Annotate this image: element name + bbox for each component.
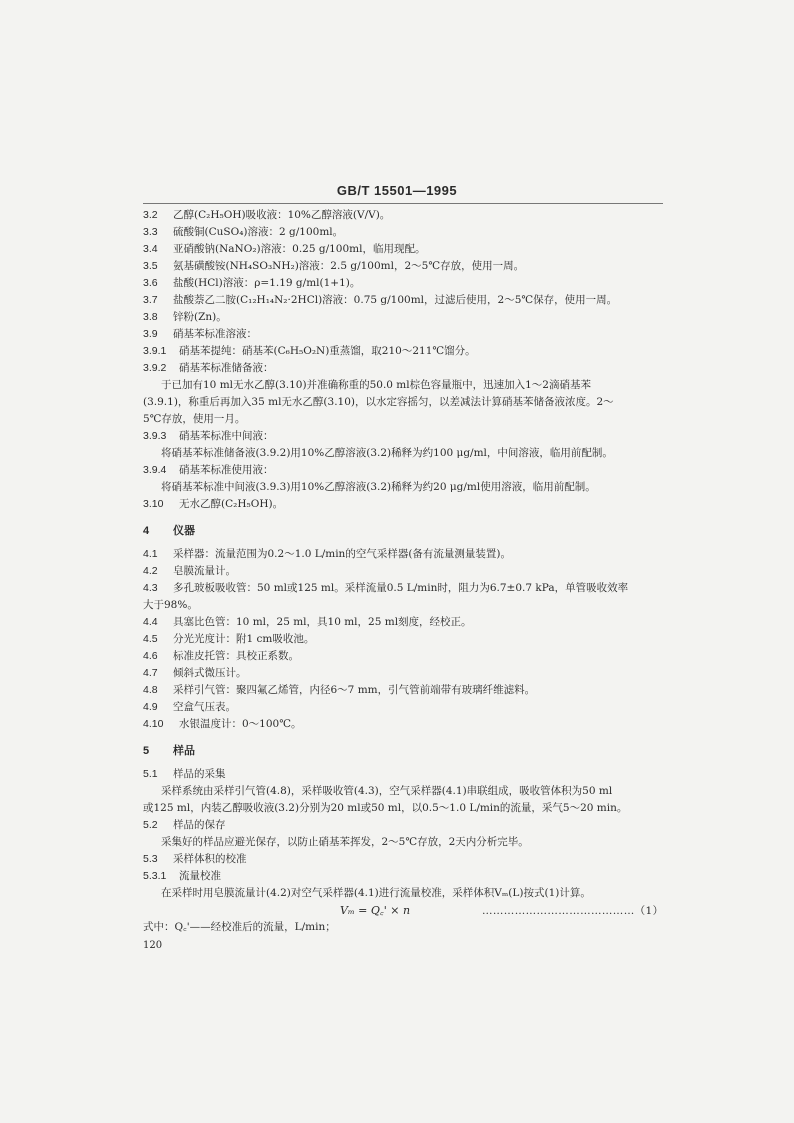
text-line (161, 835, 529, 849)
text-line (143, 497, 283, 511)
clause-number: 4.2 (143, 565, 158, 577)
clause-text: 仪器 (173, 525, 195, 537)
clause-number: 4.9 (143, 701, 158, 713)
text-line (161, 480, 596, 494)
section-heading (143, 744, 195, 758)
clause-number: 4.10 (143, 718, 164, 730)
clause-text: 具塞比色管：10 ml，25 ml，具10 ml，25 ml刻度，经校正。 (173, 616, 472, 628)
clause-text: 盐酸(HCl)溶液：ρ=1.19 g/ml(1+1)。 (173, 277, 361, 289)
formula: Vₘ = Q꜀' × n (340, 904, 411, 917)
text-line (143, 869, 221, 883)
text-line (143, 429, 274, 443)
clause-text: 多孔玻板吸收管：50 ml或125 ml。采样流量0.5 L/min时，阻力为6.7±0.7 kPa，单管吸收效率 (173, 582, 629, 594)
text-line (143, 801, 627, 815)
text-line (161, 886, 591, 900)
clause-number: 4.5 (143, 633, 158, 645)
text-line (143, 683, 535, 697)
clause-number: 5.1 (143, 768, 158, 780)
text-line (143, 852, 247, 866)
text-line (143, 293, 617, 307)
clause-text: 皂膜流量计。 (173, 565, 236, 577)
text-line (143, 547, 511, 561)
text-line (143, 395, 614, 409)
clause-text: 硝基苯标准溶液： (173, 328, 257, 340)
clause-text: 硝基苯标准使用液： (179, 464, 274, 476)
clause-text: 在采样时用皂膜流量计(4.2)对空气采样器(4.1)进行流量校准，采样体积Vₘ(L)按式(1)计算。 (161, 887, 591, 899)
text-line (143, 717, 301, 731)
clause-text: 硝基苯标准储备液： (179, 362, 274, 374)
page-number: 120 (143, 940, 163, 951)
clause-text: 空盒气压表。 (173, 701, 236, 713)
formula-note: 式中：Q꜀'——经校准后的流量，L/min； (143, 921, 336, 933)
clause-text: 硫酸铜(CuSO₄)溶液：2 g/100ml。 (173, 226, 344, 238)
clause-number: 3.5 (143, 260, 158, 272)
clause-number: 4.4 (143, 616, 158, 628)
clause-text: 大于98%。 (143, 599, 198, 611)
clause-number: 5.3 (143, 853, 158, 865)
equation-number: ……………………………………（1） (482, 905, 664, 917)
clause-text: 采样器：流量范围为0.2～1.0 L/min的空气采样器(备有流量测量装置)。 (173, 548, 512, 560)
text-line (143, 767, 226, 781)
clause-text: 于已加有10 ml无水乙醇(3.10)并准确称重的50.0 ml棕色容量瓶中，迅速加入1～2滴硝基苯 (161, 379, 591, 391)
text-line (161, 378, 591, 392)
clause-number: 4.7 (143, 667, 158, 679)
clause-text: 盐酸萘乙二胺(C₁₂H₁₄N₂·2HCl)溶液：0.75 g/100ml，过滤后使用，2～5℃保存，使用一周。 (173, 294, 618, 306)
clause-text: 采样体积的校准 (173, 853, 247, 865)
clause-number: 3.8 (143, 311, 158, 323)
text-line (143, 581, 628, 595)
section-heading (143, 524, 195, 538)
text-line (143, 632, 314, 646)
clause-number: 3.7 (143, 294, 158, 306)
clause-text: 或125 ml，内装乙醇吸收液(3.2)分别为20 ml或50 ml，以0.5～1.0 L/min的流量，采气5～20 min。 (143, 802, 628, 814)
clause-text: 采样引气管：聚四氟乙烯管，内径6～7 mm，引气管前端带有玻璃纤维滤料。 (173, 684, 536, 696)
clause-number: 3.9.3 (143, 430, 167, 442)
clause-text: 倾斜式微压计。 (173, 667, 247, 679)
clause-number: 3.4 (143, 243, 158, 255)
standard-header: GB/T 15501—1995 (336, 183, 458, 198)
text-line (143, 463, 274, 477)
clause-text: 无水乙醇(C₂H₅OH)。 (179, 498, 284, 510)
text-line (143, 666, 247, 680)
clause-number: 3.9.1 (143, 345, 167, 357)
clause-text: 水银温度计：0～100℃。 (179, 718, 302, 730)
clause-number: 5.2 (143, 819, 158, 831)
clause-text: 锌粉(Zn)。 (173, 311, 227, 323)
clause-number: 4.3 (143, 582, 158, 594)
text-line (143, 564, 236, 578)
clause-number: 4.1 (143, 548, 158, 560)
text-line (143, 208, 390, 222)
clause-text: 硝基苯标准中间液： (179, 430, 274, 442)
clause-number: 3.2 (143, 209, 158, 221)
clause-text: 采样系统由采样引气管(4.8)，采样吸收管(4.3)，空气采样器(4.1)串联组成，吸收管体积为50 ml (161, 785, 613, 797)
clause-text: 标准皮托管：具校正系数。 (173, 650, 299, 662)
clause-text: 氨基磺酸铵(NH₄SO₃NH₂)溶液：2.5 g/100ml，2～5℃存放，使用一周。 (173, 260, 525, 272)
clause-number: 3.9 (143, 328, 158, 340)
clause-number: 3.6 (143, 277, 158, 289)
text-line (143, 598, 198, 612)
header-rule (143, 203, 663, 204)
clause-text: 亚硝酸钠(NaNO₂)溶液：0.25 g/100ml，临用现配。 (173, 243, 426, 255)
text-line (143, 649, 299, 663)
clause-text: (3.9.1)，称重后再加入35 ml无水乙醇(3.10)，以水定容摇匀，以差减法计算硝基苯储备液浓度。2～ (143, 396, 614, 408)
clause-number: 3.9.2 (143, 362, 167, 374)
text-line (143, 327, 257, 341)
text-line (143, 700, 236, 714)
clause-number: 3.10 (143, 498, 164, 510)
clause-text: 样品的采集 (173, 768, 226, 780)
text-line (143, 344, 476, 358)
clause-text: 样品 (173, 745, 195, 757)
clause-number: 3.3 (143, 226, 158, 238)
clause-number: 4 (143, 525, 150, 537)
clause-number: 5 (143, 745, 150, 757)
text-line (143, 310, 227, 324)
text-line (143, 412, 245, 426)
clause-text: 将硝基苯标准中间液(3.9.3)用10%乙醇溶液(3.2)稀释为约20 μg/ml使用溶液，临用前配制。 (161, 481, 596, 493)
text-line (143, 242, 425, 256)
clause-text: 将硝基苯标准储备液(3.9.2)用10%乙醇溶液(3.2)稀释为约100 μg/ml，中间溶液，临用前配制。 (161, 447, 613, 459)
clause-number: 3.9.4 (143, 464, 167, 476)
text-line (161, 784, 612, 798)
clause-text: 采集好的样品应避光保存，以防止硝基苯挥发，2～5℃存放，2天内分析完毕。 (161, 836, 529, 848)
text-line (143, 276, 360, 290)
text-line (143, 615, 472, 629)
clause-text: 5℃存放，使用一月。 (143, 413, 246, 425)
clause-text: 乙醇(C₂H₅OH)吸收液：10%乙醇溶液(V/V)。 (173, 209, 391, 221)
text-line (143, 225, 343, 239)
clause-number: 4.6 (143, 650, 158, 662)
clause-text: 样品的保存 (173, 819, 226, 831)
clause-text: 分光光度计：附1 cm吸收池。 (173, 633, 315, 645)
clause-number: 5.3.1 (143, 870, 167, 882)
clause-text: 流量校准 (179, 870, 221, 882)
clause-text: 硝基苯提纯：硝基苯(C₆H₅O₂N)重蒸馏，取210～211℃馏分。 (179, 345, 476, 357)
text-line (143, 361, 274, 375)
text-line (143, 259, 524, 273)
clause-number: 4.8 (143, 684, 158, 696)
text-line (161, 446, 613, 460)
text-line (143, 818, 226, 832)
